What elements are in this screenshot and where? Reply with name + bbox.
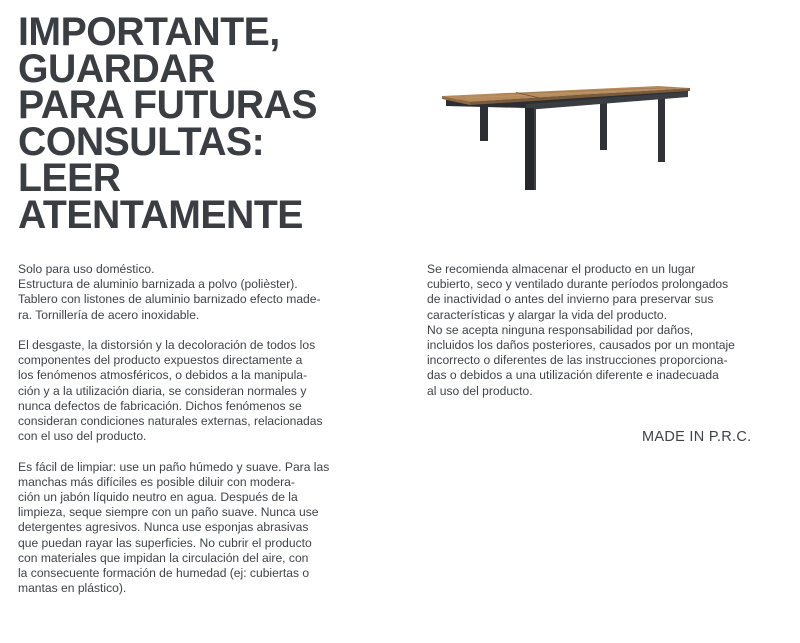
text-line: Es fácil de limpiar: use un paño húmedo y suave. Para las <box>18 459 330 474</box>
text-line: El desgaste, la distorsión y la decoloración de todos los <box>18 338 316 352</box>
left-text-column <box>18 262 370 612</box>
text-line: nunca defectos de fabricación. Dichos fenómenos se <box>18 398 302 413</box>
text-line: Tablero con listones de aluminio barnizado efecto made- <box>18 292 321 307</box>
text-line: incorrecto o diferentes de las instrucciones proporciona- <box>427 353 728 368</box>
cleaning-paragraph <box>18 460 370 597</box>
text-line: No se acepta ninguna responsabilidad por daños, <box>427 322 694 337</box>
title-line: CONSULTAS: <box>18 119 265 164</box>
title-line: IMPORTANTE, <box>18 10 280 54</box>
text-line: al uso del producto. <box>427 383 533 398</box>
text-line: limpieza, seque siempre con un paño suave. Nunca use <box>18 505 319 520</box>
text-line: manchas más difíciles es posible diluir con modera- <box>18 474 295 489</box>
text-line: características y alargar la vida del producto. <box>427 307 667 322</box>
text-line: ra. Tornillería de acero inoxidable. <box>18 307 200 322</box>
text-line: la consecuente formación de humedad (ej: cubiertas o <box>18 566 310 581</box>
text-line: con materiales que impidan la circulación del aire, con <box>18 550 309 565</box>
extendable-table-icon <box>436 78 698 198</box>
text-line: los fenómenos atmosféricos, o debidos a la manipula- <box>18 368 308 383</box>
text-line: Solo para uso doméstico. <box>18 262 155 276</box>
title-line: GUARDAR <box>18 46 215 91</box>
text-line: Estructura de aluminio barnizada a polvo (polièster). <box>18 277 298 292</box>
storage-paragraph <box>427 262 779 399</box>
title-line: LEER <box>18 156 121 200</box>
text-line: con el uso del producto. <box>18 429 147 444</box>
text-line: de inactividad o antes del invierno para preservar sus <box>427 292 714 307</box>
title-line: ATENTAMENTE <box>18 192 303 237</box>
text-line: que puedan rayar las superficies. No cubrir el producto <box>18 535 312 550</box>
product-image <box>436 78 698 198</box>
wear-paragraph <box>18 338 370 444</box>
right-text-column <box>427 262 779 414</box>
text-line: incluidos los daños posteriores, causados por un montaje <box>427 338 735 353</box>
text-line: Se recomienda almacenar el producto en un lugar <box>427 262 696 276</box>
title-line: PARA FUTURAS <box>18 83 317 127</box>
text-line: ción y a la utilización diaria, se consideran normales y <box>18 383 307 398</box>
text-line: das o debidos a una utilización diferente e inadecuada <box>427 368 719 383</box>
origin-label: MADE IN P.R.C. <box>642 429 752 445</box>
text-line: consideran condiciones naturales externas, relacionadas <box>18 414 323 429</box>
text-line: ción un jabón líquido neutro en agua. Después de la <box>18 490 298 505</box>
text-line: detergentes agresivos. Nunca use esponjas abrasivas <box>18 520 309 535</box>
text-line: componentes del producto expuestos directamente a <box>18 353 303 368</box>
text-line: cubierto, seco y ventilado durante períodos prolongados <box>427 277 729 292</box>
page-title <box>18 10 317 237</box>
text-line: mantas en plástico). <box>18 581 127 596</box>
usage-paragraph <box>18 262 370 323</box>
